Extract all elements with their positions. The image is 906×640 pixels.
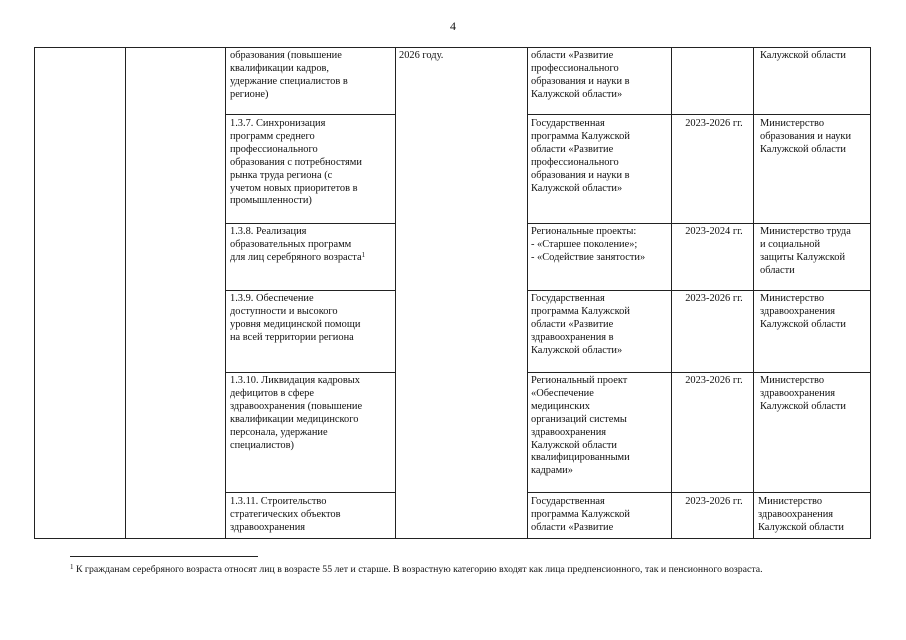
table-row-0-measure: образования (повышение квалификации кадров, удержание специалистов в регионе) bbox=[230, 50, 348, 100]
page-number: 4 bbox=[450, 19, 456, 33]
footnote-text: К гражданам серебряного возраста относят лиц в возрасте 55 лет и старше. В возрастную категорию входят как лица предпенсионного, так и пенсионного возраста. bbox=[73, 564, 763, 575]
table-row-3-executor: Министерство здравоохранения Калужской области bbox=[760, 293, 846, 330]
footnote-marker: 1 bbox=[70, 563, 74, 571]
row-divider bbox=[225, 372, 395, 373]
table-row-1-period: 2023-2026 гг. bbox=[685, 118, 743, 129]
table-row-5-program: Государственная программа Калужской области «Развитие bbox=[531, 496, 630, 533]
table-row-2-measure-text: 1.3.8. Реализация образовательных программ для лиц серебряного возраста bbox=[230, 226, 362, 263]
row-divider bbox=[527, 492, 871, 493]
row-divider bbox=[527, 290, 871, 291]
table-row-0-executor: Калужской области bbox=[760, 50, 846, 61]
row-divider bbox=[527, 372, 871, 373]
row-divider bbox=[225, 223, 395, 224]
table-border-right bbox=[870, 47, 871, 539]
table-row-4-program: Региональный проект «Обеспечение медицинских организаций системы здравоохранения Калужской области квалифицированными кадрами» bbox=[531, 375, 630, 477]
table-row-1-program: Государственная программа Калужской области «Развитие профессионального образования и науки в Калужской области» bbox=[531, 118, 630, 194]
table-row-2-measure bbox=[230, 226, 394, 265]
column-divider bbox=[395, 47, 396, 539]
table-border-top bbox=[34, 47, 871, 48]
table-row-5-period: 2023-2026 гг. bbox=[685, 496, 743, 507]
table-border-bottom bbox=[34, 538, 871, 539]
table-row-0-deadline: 2026 году. bbox=[399, 50, 444, 61]
row-divider bbox=[527, 114, 871, 115]
table-row-3-period: 2023-2026 гг. bbox=[685, 293, 743, 304]
table-row-4-executor: Министерство здравоохранения Калужской области bbox=[760, 375, 846, 412]
row-divider bbox=[225, 492, 395, 493]
table-row-4-period: 2023-2026 гг. bbox=[685, 375, 743, 386]
table-row-2-program: Региональные проекты: - «Старшее поколение»; - «Содействие занятости» bbox=[531, 226, 646, 263]
row-divider bbox=[225, 114, 395, 115]
table-border-left bbox=[34, 47, 35, 539]
table-row-1-measure: 1.3.7. Синхронизация программ среднего профессионального образования с потребностями рынка труда региона (с учетом новых приоритетов в промышленности) bbox=[230, 118, 362, 207]
row-divider bbox=[527, 223, 871, 224]
footnote-reference: 1 bbox=[361, 250, 366, 259]
footnote bbox=[70, 564, 890, 576]
table-row-4-measure: 1.3.10. Ликвидация кадровых дефицитов в сфере здравоохранения (повышение квалификации медицинского персонала, удержание специалистов) bbox=[230, 375, 363, 451]
footnote-separator bbox=[70, 556, 258, 557]
row-divider bbox=[225, 290, 395, 291]
column-divider bbox=[527, 47, 528, 539]
column-divider bbox=[671, 47, 672, 539]
table-row-2-period: 2023-2024 гг. bbox=[685, 226, 743, 237]
table-row-3-program: Государственная программа Калужской области «Развитие здравоохранения в Калужской области» bbox=[531, 293, 630, 356]
table-row-1-executor: Министерство образования и науки Калужской области bbox=[760, 118, 852, 155]
table-row-3-measure: 1.3.9. Обеспечение доступности и высокого уровня медицинской помощи на всей территории региона bbox=[230, 293, 361, 343]
table-row-5-executor: Министерство здравоохранения Калужской области bbox=[758, 496, 844, 533]
column-divider bbox=[225, 47, 226, 539]
table-row-2-executor: Министерство труда и социальной защиты Калужской области bbox=[760, 226, 851, 276]
column-divider bbox=[753, 47, 754, 539]
table-row-0-program: области «Развитие профессионального образования и науки в Калужской области» bbox=[531, 50, 630, 100]
column-divider bbox=[125, 47, 126, 539]
table-row-5-measure: 1.3.11. Строительство стратегических объектов здравоохранения bbox=[230, 496, 341, 533]
